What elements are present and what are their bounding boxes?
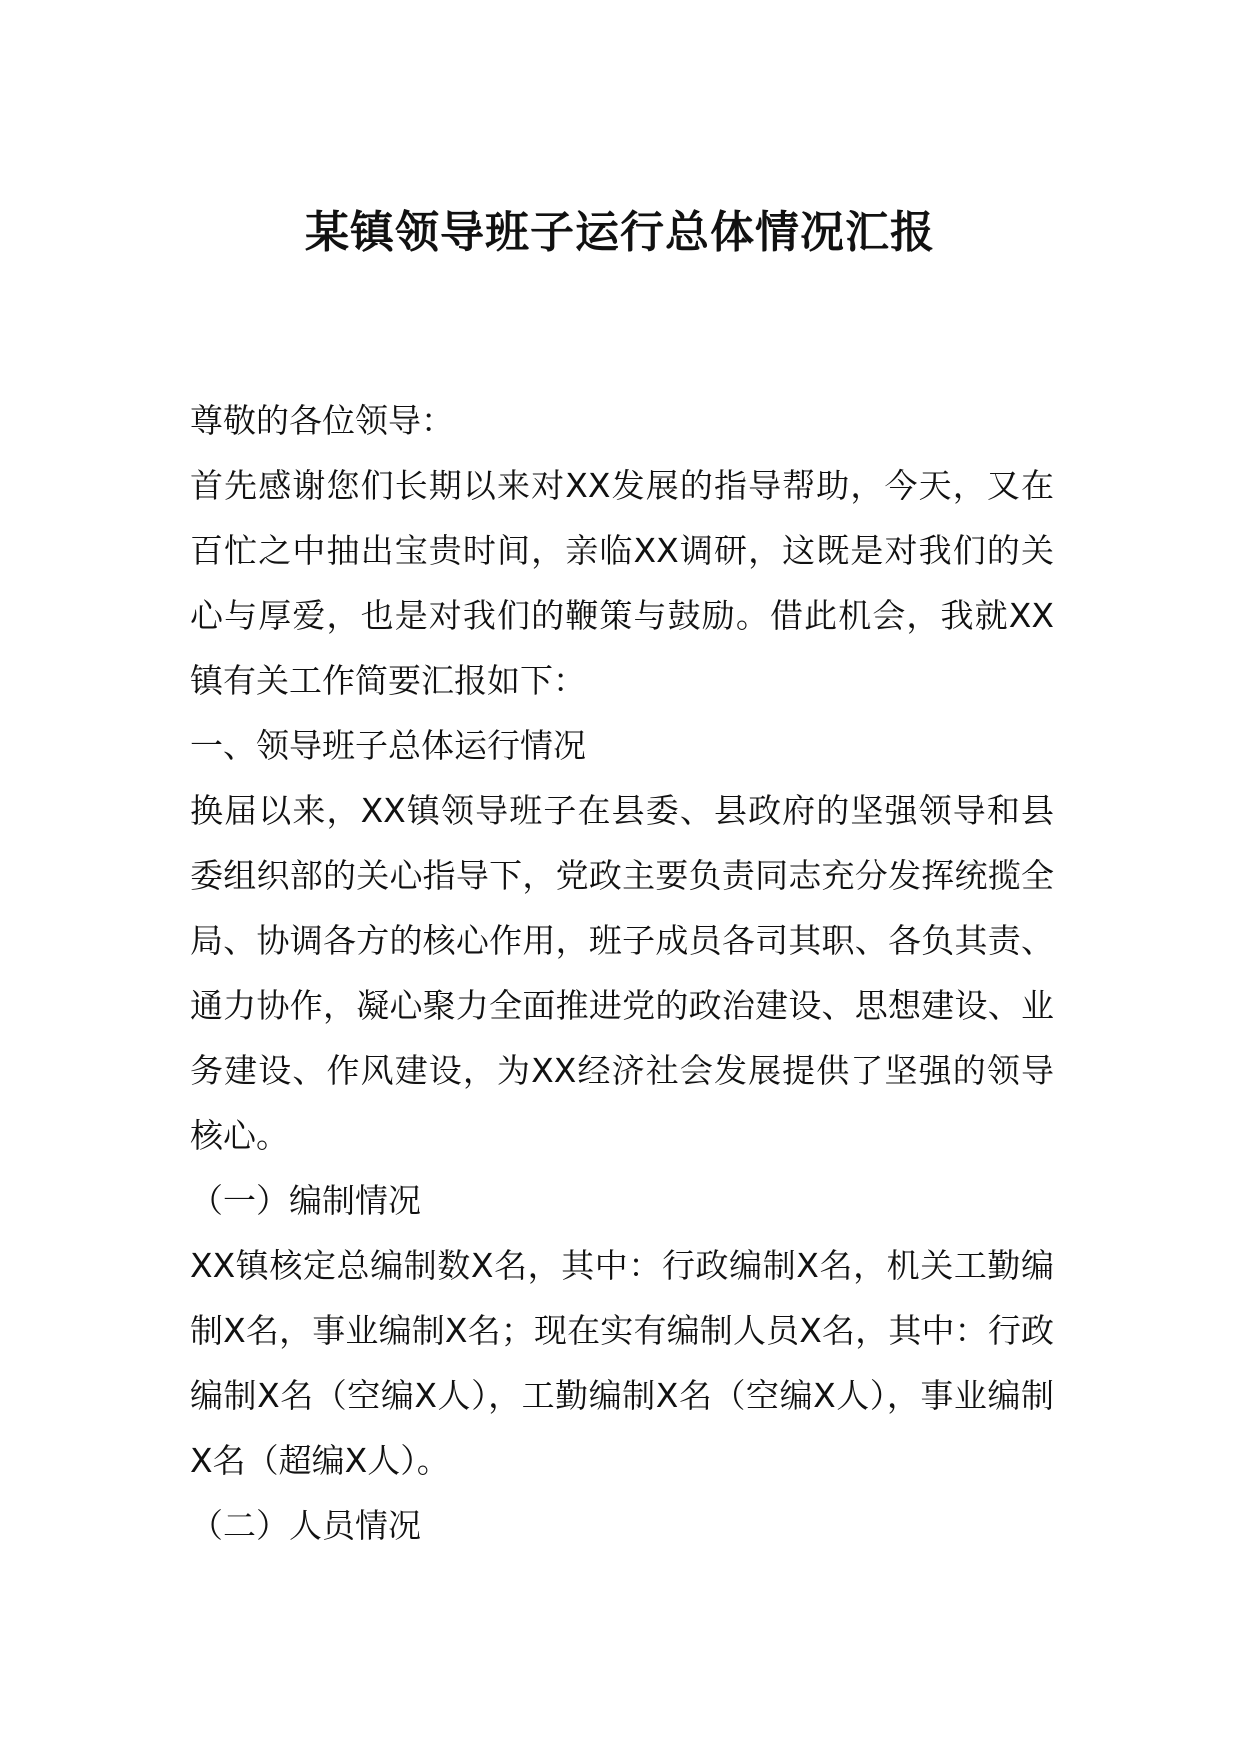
document-body: [190, 388, 1054, 1558]
subsection-heading-staffing: （一）编制情况: [190, 1181, 421, 1220]
document-title: 某镇领导班子运行总体情况汇报: [305, 207, 935, 258]
staffing-paragraph: XX镇核定总编制数X名，其中：行政编制X名，机关工勤编制X名，事业编制X名；现在实有编制人员X名，其中：行政编制X名（空编X人），工勤编制X名（空编X人），事业编制X名（超编X人）。: [190, 1246, 1054, 1480]
subsection-heading-personnel: （二）人员情况: [190, 1506, 421, 1545]
intro-paragraph: 首先感谢您们长期以来对XX发展的指导帮助，今天，又在百忙之中抽出宝贵时间，亲临XX调研，这既是对我们的关心与厚爱，也是对我们的鞭策与鼓励。借此机会，我就XX镇有关工作简要汇报如下：: [190, 466, 1054, 700]
section-heading-1: 一、领导班子总体运行情况: [190, 726, 586, 765]
greeting-line: 尊敬的各位领导：: [190, 401, 454, 440]
section-1-paragraph: 换届以来，XX镇领导班子在县委、县政府的坚强领导和县委组织部的关心指导下，党政主要负责同志充分发挥统揽全局、协调各方的核心作用，班子成员各司其职、各负其责、通力协作，凝心聚力全面推进党的政治建设、思想建设、业务建设、作风建设，为XX经济社会发展提供了坚强的领导核心。: [190, 791, 1054, 1155]
